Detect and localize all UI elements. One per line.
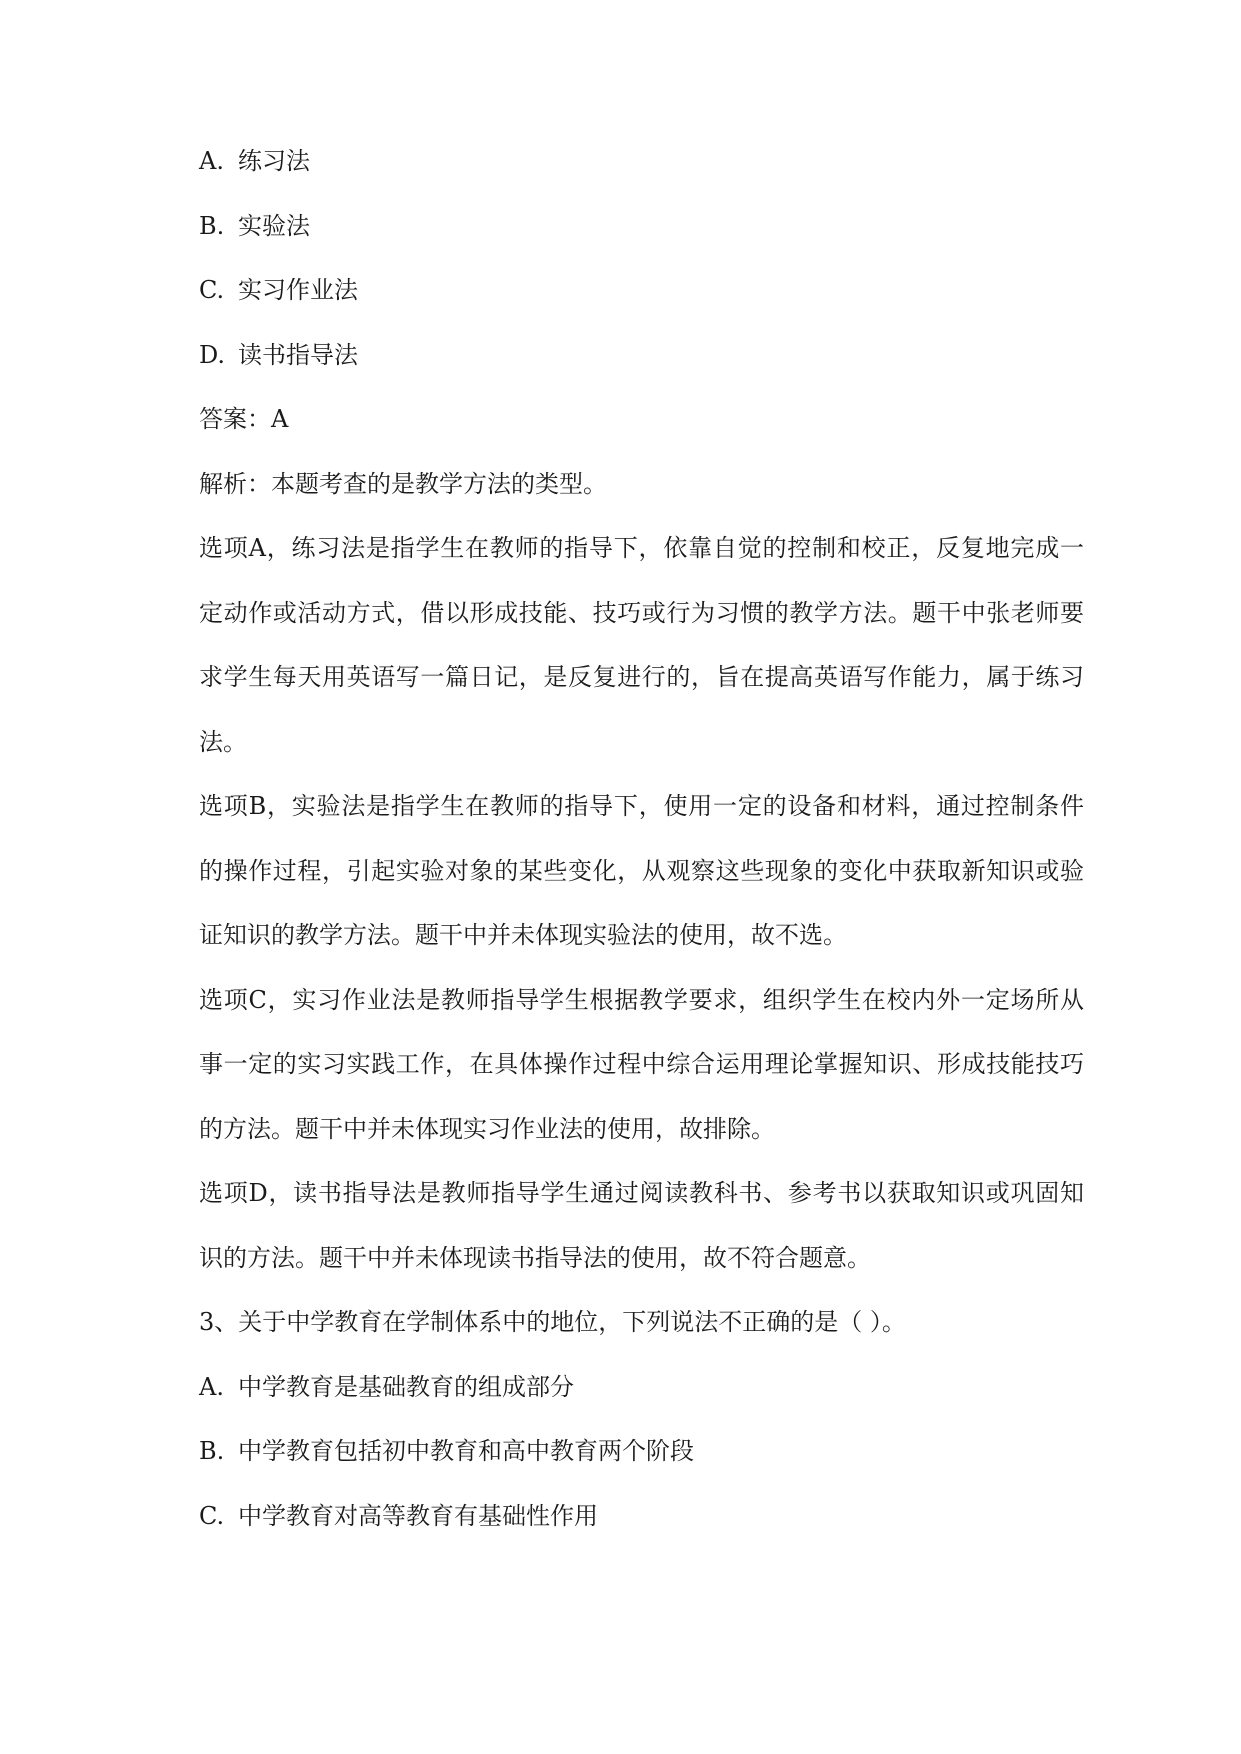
paragraph-line: 定动作或活动方式，借以形成技能、技巧或行为习惯的教学方法。题干中张老师要 <box>199 598 1084 627</box>
paragraph-line: 选项C，实习作业法是教师指导学生根据教学要求，组织学生在校内外一定场所从 <box>199 985 1084 1014</box>
q2-option-b <box>199 208 1084 273</box>
paragraph-line: 识的方法。题干中并未体现读书指导法的使用，故不符合题意。 <box>199 1243 871 1272</box>
page-content <box>199 143 1084 1562</box>
option-letter: C. <box>199 276 225 304</box>
explanation-option-d <box>199 1175 1084 1304</box>
q2-answer: 答案：A <box>199 405 289 433</box>
q3-option-a <box>199 1369 1084 1434</box>
q3-option-b <box>199 1433 1084 1498</box>
paragraph-line: 求学生每天用英语写一篇日记，是反复进行的，旨在提高英语写作能力，属于练习 <box>199 663 1084 691</box>
option-letter: D. <box>199 340 226 369</box>
option-letter: A. <box>199 1372 224 1401</box>
q2-option-a <box>199 143 1084 208</box>
paragraph-line: 事一定的实习实践工作，在具体操作过程中综合运用理论掌握知识、形成技能技巧 <box>199 1050 1084 1078</box>
paragraph-line: 选项A，练习法是指学生在教师的指导下，依靠自觉的控制和校正，反复地完成一 <box>199 534 1084 562</box>
q3-stem: 3、关于中学教育在学制体系中的地位，下列说法不正确的是（ ）。 <box>199 1308 906 1336</box>
paragraph-line: 的操作过程，引起实验对象的某些变化，从观察这些现象的变化中获取新知识或验 <box>199 856 1084 885</box>
option-letter: C. <box>199 1501 225 1530</box>
q2-analysis-intro: 解析：本题考查的是教学方法的类型。 <box>199 469 607 498</box>
explanation-option-b <box>199 788 1084 982</box>
paragraph-line: 证知识的教学方法。题干中并未体现实验法的使用，故不选。 <box>199 921 847 949</box>
option-text: 中学教育是基础教育的组成部分 <box>238 1372 574 1401</box>
option-text: 实习作业法 <box>238 276 358 304</box>
option-letter: A. <box>199 147 224 175</box>
option-text: 练习法 <box>238 147 310 175</box>
q2-option-c <box>199 272 1084 337</box>
paragraph-line: 选项D，读书指导法是教师指导学生通过阅读教科书、参考书以获取知识或巩固知 <box>199 1179 1084 1207</box>
q3-option-c <box>199 1498 1084 1563</box>
explanation-option-c <box>199 982 1084 1176</box>
option-text: 读书指导法 <box>238 340 358 369</box>
paragraph-line: 选项B，实验法是指学生在教师的指导下，使用一定的设备和材料，通过控制条件 <box>199 792 1084 820</box>
option-text: 中学教育包括初中教育和高中教育两个阶段 <box>238 1437 694 1465</box>
paragraph-line: 法。 <box>199 727 247 756</box>
option-letter: B. <box>199 1437 225 1465</box>
option-text: 实验法 <box>238 211 310 240</box>
option-letter: B. <box>199 211 225 240</box>
paragraph-line: 的方法。题干中并未体现实习作业法的使用，故排除。 <box>199 1114 775 1143</box>
q2-option-d <box>199 337 1084 402</box>
explanation-option-a <box>199 530 1084 788</box>
option-text: 中学教育对高等教育有基础性作用 <box>238 1501 598 1530</box>
